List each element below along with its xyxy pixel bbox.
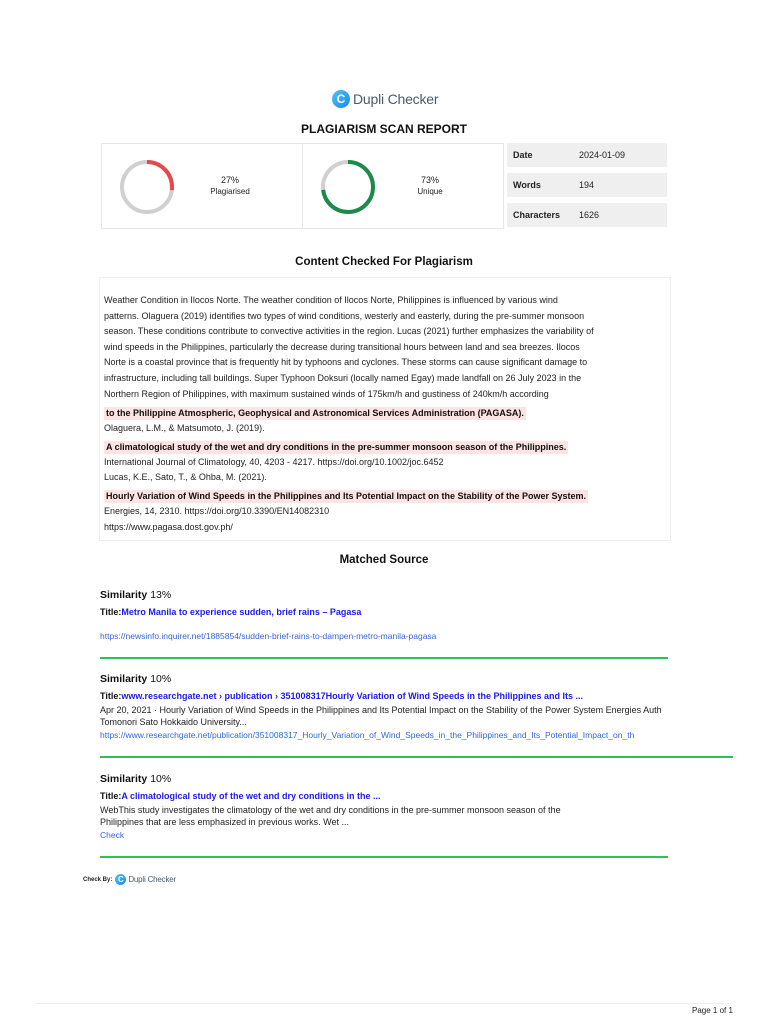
matched-source xyxy=(100,673,733,740)
meta-table xyxy=(507,143,667,227)
reference-line: https://www.pagasa.dost.gov.ph/ xyxy=(104,521,233,532)
similarity-heading xyxy=(100,673,733,685)
meta-key: Words xyxy=(513,180,541,190)
source-url[interactable]: https://www.researchgate.net/publication/351008317_Hourly_Variation_of_Wind_Speeds_in_the_Philippines_and_Its_Potential_Impact_on_th xyxy=(100,730,635,740)
source-snippet: Apr 20, 2021 · Hourly Variation of Wind Speeds in the Philippines and Its Potential Impact on the Stability of the Power System Energies Auth xyxy=(100,705,662,715)
similarity-value: 13% xyxy=(150,589,172,601)
footer-divider xyxy=(36,1003,732,1004)
check-by-label: Check By: xyxy=(83,876,113,883)
divider xyxy=(100,657,668,659)
similarity-value: 10% xyxy=(150,773,172,785)
check-link[interactable]: Check xyxy=(100,830,125,840)
plagiarised-ring xyxy=(119,159,175,215)
similarity-label: Similarity xyxy=(100,589,148,601)
matched-source xyxy=(100,773,733,840)
footer-brand-logo xyxy=(115,874,176,885)
unique-label: Unique xyxy=(417,187,443,196)
meta-key: Characters xyxy=(513,210,561,220)
content-line: patterns. Olaguera (2019) identifies two types of wind conditions, westerly and easterly, during the pre-summer monsoon xyxy=(104,310,585,321)
content-line: wind speeds in the Philippines, particularly the decrease during transitional hours between land and sea breezes. Ilocos xyxy=(104,341,580,352)
source-url[interactable]: https://newsinfo.inquirer.net/1885854/sudden-brief-rains-to-dampen-metro-manila-pagasa xyxy=(100,631,437,641)
unique-ring xyxy=(320,159,376,215)
source-snippet: WebThis study investigates the climatology of the wet and dry conditions in the pre-summer monsoon season of the xyxy=(100,805,561,815)
source-title-link[interactable]: A climatological study of the wet and dry conditions in the ... xyxy=(121,791,381,801)
unique-percent: 73% xyxy=(420,175,439,185)
reference-line: Lucas, K.E., Sato, T., & Ohba, M. (2021). xyxy=(104,472,267,483)
meta-row-date xyxy=(507,143,667,167)
content-line: Weather Condition in Ilocos Norte. The weather condition of Ilocos Norte, Philippines is influenced by various wind xyxy=(104,295,558,305)
matched-source xyxy=(100,589,733,641)
content-line: season. These conditions contribute to convective activities in the region. Lucas (2021) further emphasizes the variability of xyxy=(104,326,594,337)
matched-heading: Matched Source xyxy=(339,554,429,566)
content-body xyxy=(104,293,669,535)
similarity-label: Similarity xyxy=(100,673,148,685)
plagiarised-stat-box xyxy=(101,143,305,229)
source-title-link[interactable]: www.researchgate.net › publication › 351008317Hourly Variation of Wind Speeds in the Philippines and Its ... xyxy=(121,691,584,701)
plagiarised-label: Plagiarised xyxy=(210,187,250,196)
content-line: infrastructure, including tall buildings. Super Typhoon Doksuri (locally named Egay) made landfall on 26 July 2023 in the xyxy=(104,372,582,383)
source-title xyxy=(100,691,733,701)
meta-value: 1626 xyxy=(579,210,600,220)
similarity-value: 10% xyxy=(150,673,172,685)
plagiarised-highlight: to the Philippine Atmospheric, Geophysical and Astronomical Services Administration (PAGASA). xyxy=(106,408,524,419)
report-title: PLAGIARISM SCAN REPORT xyxy=(300,122,467,136)
reference-line: Olaguera, L.M., & Matsumoto, J. (2019). xyxy=(104,423,265,434)
content-box xyxy=(99,277,671,541)
plagiarised-percent: 27% xyxy=(220,175,239,185)
plagiarised-highlight: A climatological study of the wet and dry conditions in the pre-summer monsoon season of the Philippines. xyxy=(106,441,567,452)
meta-key: Date xyxy=(513,150,533,160)
meta-value: 2024-01-09 xyxy=(579,150,626,160)
source-snippet: Philippines that are less emphasized in previous works. Wet ... xyxy=(100,817,349,827)
similarity-heading xyxy=(100,773,733,785)
dupli-checker-logo-icon: C xyxy=(332,90,350,108)
source-title-link[interactable]: Metro Manila to experience sudden, brief rains – Pagasa xyxy=(121,607,362,617)
content-line: Norte is a coastal province that is frequently hit by typhoons and cyclones. These storms can cause significant damage to xyxy=(104,357,588,368)
source-title xyxy=(100,791,733,801)
dupli-checker-logo-icon: C xyxy=(115,874,126,885)
brand-name: Dupli Checker xyxy=(353,91,439,107)
reference-line: Energies, 14, 2310. https://doi.org/10.3390/EN14082310 xyxy=(104,505,330,516)
check-by xyxy=(83,874,176,885)
divider xyxy=(100,756,733,758)
content-heading: Content Checked For Plagiarism xyxy=(295,256,473,268)
meta-row-words xyxy=(507,173,667,197)
title-label: Title: xyxy=(100,791,122,801)
title-label: Title: xyxy=(100,691,122,701)
meta-row-characters xyxy=(507,203,667,227)
source-snippet: Tomonori Sato Hokkaido University... xyxy=(100,717,247,727)
similarity-heading xyxy=(100,589,733,601)
title-label: Title: xyxy=(100,607,122,617)
content-line: Northern Region of Philippines, with maximum sustained winds of 175km/h and gustiness of 240km/h according xyxy=(104,388,549,399)
plagiarised-highlight: Hourly Variation of Wind Speeds in the Philippines and Its Potential Impact on the Stability of the Power System. xyxy=(106,490,586,501)
page-number: Page 1 of 1 xyxy=(692,1006,733,1015)
footer-brand-name: Dupli Checker xyxy=(128,875,176,884)
brand-logo xyxy=(332,90,438,108)
divider xyxy=(100,856,668,858)
similarity-label: Similarity xyxy=(100,773,148,785)
reference-line: International Journal of Climatology, 40, 4203 - 4217. https://doi.org/10.1002/joc.6452 xyxy=(104,456,444,467)
source-title xyxy=(100,607,733,617)
meta-value: 194 xyxy=(579,180,595,190)
unique-stat-box xyxy=(302,143,504,229)
